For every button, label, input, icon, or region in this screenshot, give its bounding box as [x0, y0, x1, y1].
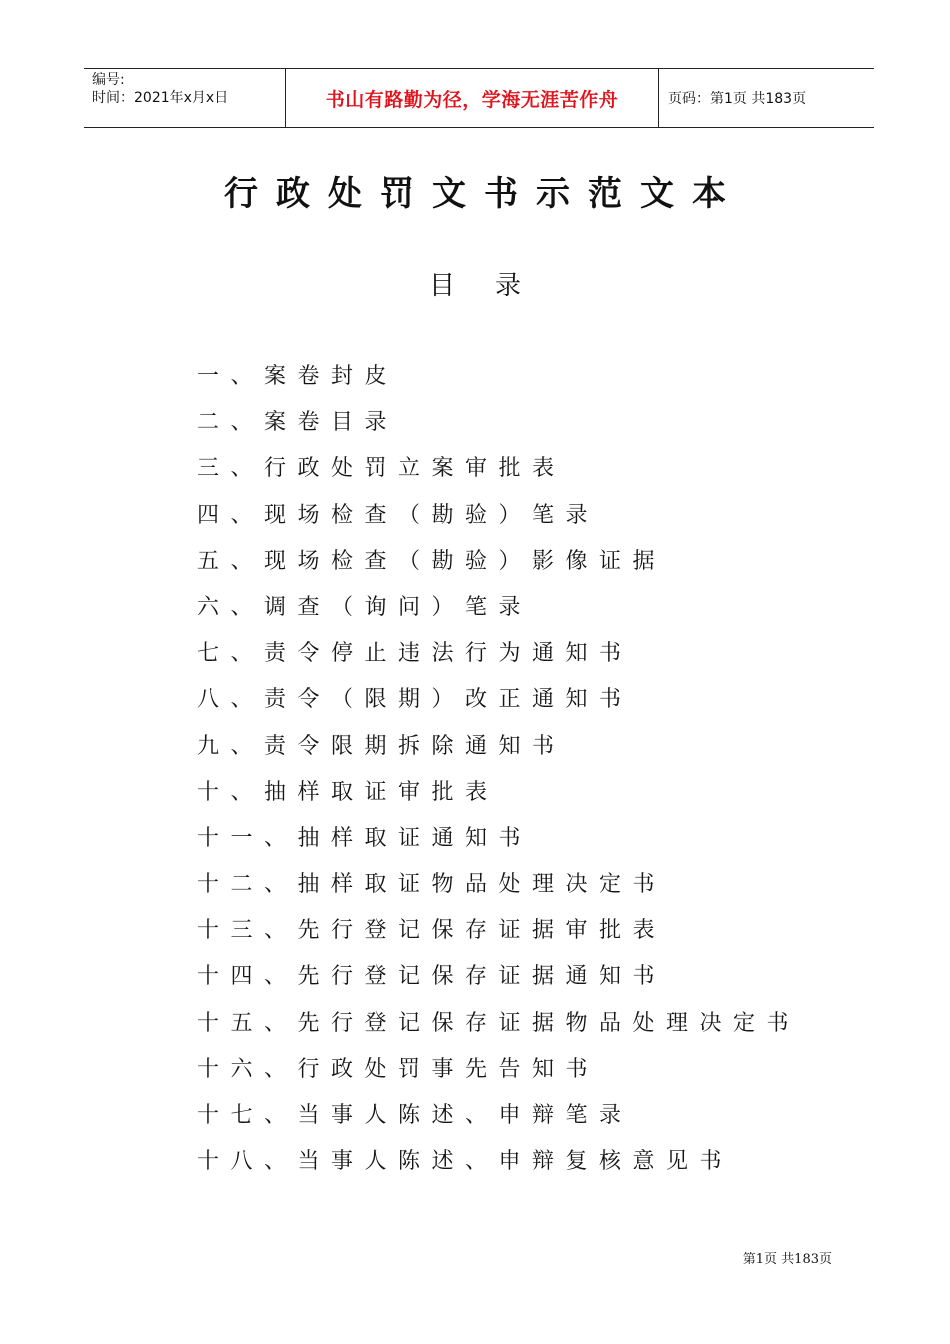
- footer-page-number: 第1页 共183页: [742, 1252, 832, 1267]
- toc-item: 二、案卷目录: [197, 410, 399, 436]
- toc-heading: 目录: [428, 271, 561, 301]
- header-meta: [84, 69, 286, 127]
- document-number-label: 编号:: [92, 72, 125, 88]
- toc-item: 三、行政处罚立案审批表: [197, 456, 566, 482]
- document-title: 行政处罚文书示范文本: [224, 174, 744, 214]
- toc-item: 八、责令（限期）改正通知书: [197, 687, 633, 713]
- toc-item: 十一、抽样取证通知书: [197, 825, 533, 851]
- toc-item: 七、责令停止违法行为通知书: [197, 641, 633, 667]
- toc-item: 十八、当事人陈述、申辩复核意见书: [197, 1149, 734, 1175]
- toc-item: 五、现场检查（勘验）影像证据: [197, 548, 667, 574]
- toc-item: 十二、抽样取证物品处理决定书: [197, 872, 667, 898]
- toc-item: 九、责令限期拆除通知书: [197, 733, 566, 759]
- header-motto: 书山有路勤为径，学海无涯苦作舟: [325, 88, 619, 111]
- toc-item: 六、调查（询问）笔录: [197, 594, 533, 620]
- header-page-info: 页码：第1页 共183页: [668, 91, 807, 107]
- header-motto-cell: [286, 69, 659, 127]
- toc-item: 十七、当事人陈述、申辩笔录: [197, 1103, 633, 1128]
- toc-item: 十五、先行登记保存证据物品处理决定书: [197, 1010, 801, 1036]
- toc-item: 四、现场检查（勘验）笔录: [197, 502, 600, 528]
- toc-item: 十三、先行登记保存证据审批表: [197, 918, 667, 944]
- toc-item: 十六、行政处罚事先告知书: [197, 1056, 600, 1082]
- document-time-label: 时间：2021年x月x日: [92, 90, 229, 106]
- toc-list: [197, 360, 800, 1191]
- toc-item: 十四、先行登记保存证据通知书: [197, 964, 667, 990]
- page-header: [84, 68, 874, 128]
- toc-item: 十、抽样取证审批表: [197, 779, 499, 805]
- toc-item: 一、案卷封皮: [197, 364, 399, 389]
- header-page-info-cell: [659, 69, 874, 127]
